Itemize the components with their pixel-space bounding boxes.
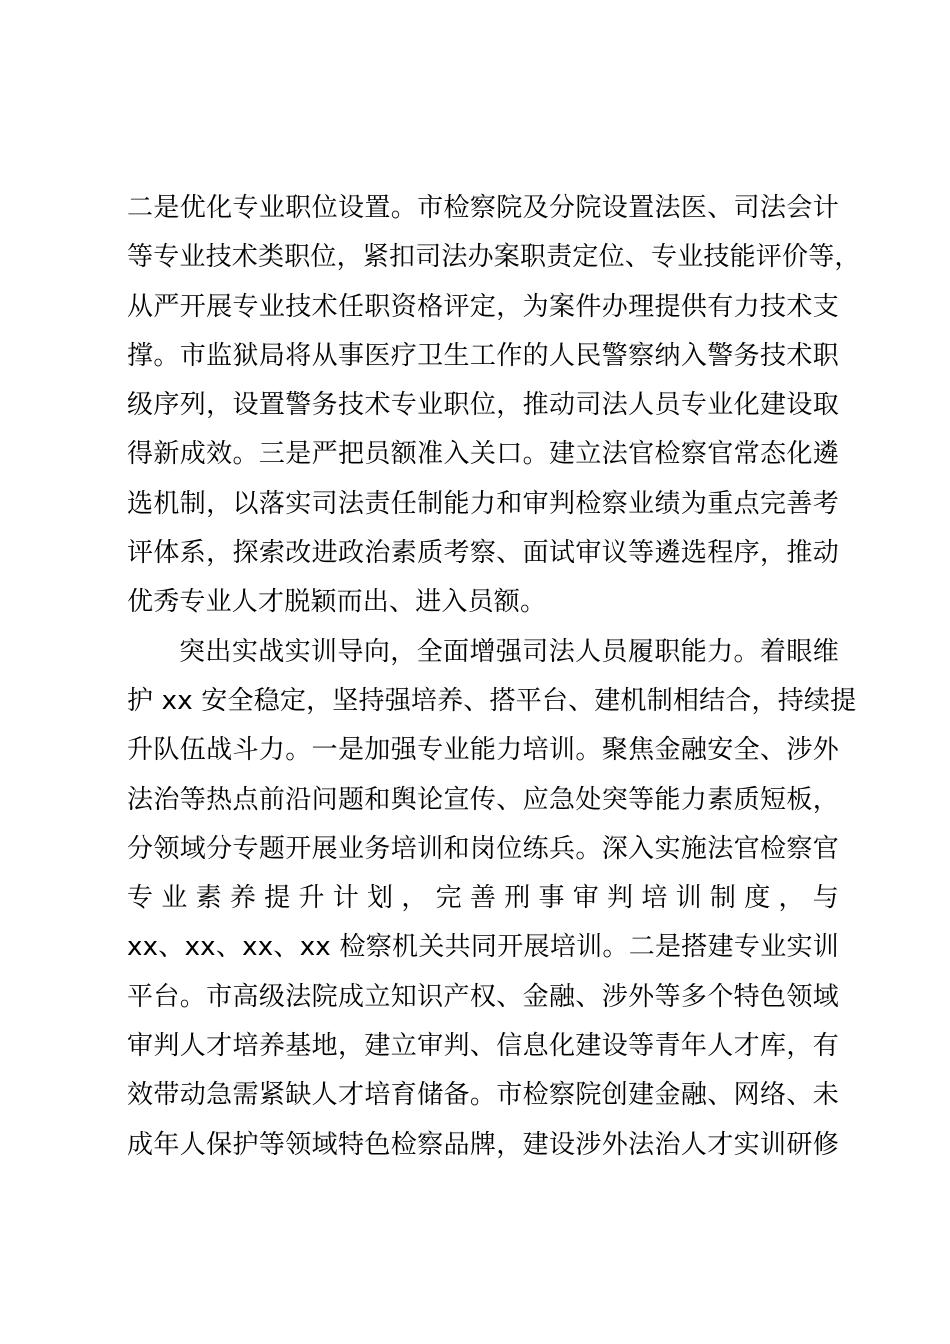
text-line: 等专业技术类职位，紧扣司法办案职责定位、专业技能评价等， <box>127 242 861 273</box>
text-line: 升队伍战斗力。一是加强专业能力培训。聚焦金融安全、涉外 <box>127 735 839 766</box>
text-line: 得新成效。三是严把员额准入关口。建立法官检察官常态化遴 <box>127 439 839 470</box>
text-line: xx、xx、xx、xx 检察机关共同开展培训。二是搭建专业实训 <box>127 932 839 963</box>
text-line: 选机制，以落实司法责任制能力和审判检察业绩为重点完善考 <box>127 488 839 519</box>
text-line: 成年人保护等领域特色检察品牌，建设涉外法治人才实训研修 <box>127 1129 839 1160</box>
text-line: 评体系，探索改进政治素质考察、面试审议等遴选程序，推动 <box>127 538 839 569</box>
text-line: 从严开展专业技术任职资格评定，为案件办理提供有力技术支 <box>127 291 839 322</box>
text-line: 平台。市高级法院成立知识产权、金融、涉外等多个特色领域 <box>127 981 839 1012</box>
text-line: 分领域分专题开展业务培训和岗位练兵。深入实施法官检察官 <box>127 833 839 864</box>
text-line: 效带动急需紧缺人才培育储备。市检察院创建金融、网络、未 <box>127 1080 839 1111</box>
text-line: 撑。市监狱局将从事医疗卫生工作的人民警察纳入警务技术职 <box>127 340 839 371</box>
text-line: 专业素养提升计划，完善刑事审判培训制度，与 <box>127 883 839 914</box>
text-line: 护 xx 安全稳定，坚持强培养、搭平台、建机制相结合，持续提 <box>127 685 857 716</box>
text-line: 级序列，设置警务技术专业职位，推动司法人员专业化建设取 <box>127 390 839 421</box>
text-line: 突出实战实训导向，全面增强司法人员履职能力。着眼维 <box>179 636 839 667</box>
text-line: 法治等热点前沿问题和舆论宣传、应急处突等能力素质短板， <box>127 784 839 815</box>
text-line: 审判人才培养基地，建立审判、信息化建设等青年人才库，有 <box>127 1031 839 1062</box>
text-line: 二是优化专业职位设置。市检察院及分院设置法医、司法会计 <box>127 193 839 223</box>
body-text <box>127 184 861 1170</box>
text-line: 优秀专业人才脱颖而出、进入员额。 <box>127 587 547 618</box>
